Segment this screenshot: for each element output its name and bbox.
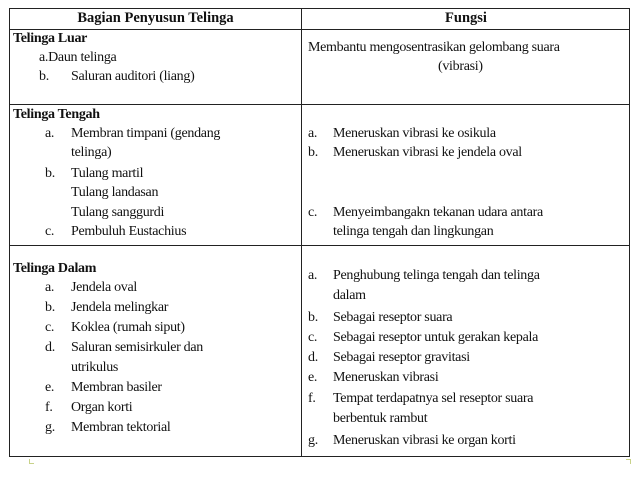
dalam-item-text: utrikulus — [71, 360, 119, 375]
row-divider-tengah — [10, 245, 629, 246]
dalam-fungsi-item-text: Sebagai reseptor untuk gerakan kepala — [333, 330, 539, 345]
luar-item-b-marker: b. — [39, 69, 49, 84]
dalam-item-marker: e. — [45, 380, 55, 395]
tengah-item-text: Pembuluh Eustachius — [71, 224, 187, 239]
header-col1: Bagian Penyusun Telinga — [77, 10, 234, 26]
tengah-item-text: telinga) — [71, 145, 112, 160]
dalam-fungsi-item-text: Meneruskan vibrasi — [333, 370, 439, 385]
luar-item-a: a.Daun telinga — [39, 50, 117, 65]
luar-fungsi-line1: Membantu mengosentrasikan gelombang suara — [308, 40, 560, 55]
tengah-item-text: Membran timpani (gendang — [71, 126, 221, 141]
dalam-item-marker: g. — [45, 420, 55, 435]
tengah-item-marker: c. — [45, 224, 55, 239]
row-divider-luar — [10, 104, 629, 105]
dalam-item-text: Membran basiler — [71, 380, 162, 395]
tengah-fungsi-item-marker: b. — [308, 145, 318, 160]
dalam-fungsi-item-marker: f. — [308, 391, 316, 406]
dalam-item-marker: d. — [45, 340, 55, 355]
dalam-fungsi-item-marker: g. — [308, 433, 318, 448]
dalam-item-text: Jendela melingkar — [71, 300, 169, 315]
dalam-item-text: Organ korti — [71, 400, 133, 415]
dalam-fungsi-item-text: Sebagai reseptor gravitasi — [333, 350, 470, 365]
dalam-fungsi-item-marker: e. — [308, 370, 318, 385]
dalam-item-marker: a. — [45, 280, 55, 295]
dalam-title: Telinga Dalam — [13, 261, 97, 276]
dalam-fungsi-item-text: Sebagai reseptor suara — [333, 310, 453, 325]
luar-title: Telinga Luar — [13, 31, 88, 46]
tengah-item-text: Tulang martil — [71, 166, 144, 181]
dalam-item-text: Saluran semisirkuler dan — [71, 340, 203, 355]
column-divider — [301, 9, 302, 456]
tengah-fungsi-item-text: Meneruskan vibrasi ke jendela oval — [333, 145, 522, 160]
dalam-item-text: Membran tektorial — [71, 420, 171, 435]
dalam-item-text: Koklea (rumah siput) — [71, 320, 185, 335]
tengah-title: Telinga Tengah — [13, 107, 100, 122]
dalam-fungsi-item-text: dalam — [333, 288, 366, 303]
tengah-fungsi-item-marker: a. — [308, 126, 318, 141]
tengah-fungsi-item-marker: c. — [308, 205, 318, 220]
dalam-item-marker: c. — [45, 320, 55, 335]
dalam-fungsi-item-text: Penghubung telinga tengah dan telinga — [333, 268, 540, 283]
dalam-item-marker: b. — [45, 300, 55, 315]
tengah-item-marker: b. — [45, 166, 55, 181]
dalam-fungsi-item-text: Meneruskan vibrasi ke organ korti — [333, 433, 516, 448]
tengah-fungsi-item-text: Menyeimbangakn tekanan udara antara — [333, 205, 543, 220]
header-col2: Fungsi — [445, 10, 487, 26]
dalam-item-marker: f. — [45, 400, 53, 415]
corner-mark-left — [29, 459, 34, 464]
luar-fungsi-line2: (vibrasi) — [438, 59, 483, 74]
tengah-fungsi-item-text: Meneruskan vibrasi ke osikula — [333, 126, 496, 141]
corner-mark-right — [626, 459, 631, 464]
dalam-fungsi-item-marker: a. — [308, 268, 318, 283]
dalam-fungsi-item-text: Tempat terdapatnya sel reseptor suara — [333, 391, 534, 406]
header-divider — [10, 29, 629, 30]
tengah-fungsi-item-text: telinga tengah dan lingkungan — [333, 224, 494, 239]
tengah-item-marker: a. — [45, 126, 55, 141]
luar-item-b: Saluran auditori (liang) — [71, 69, 195, 84]
dalam-fungsi-item-text: berbentuk rambut — [333, 411, 428, 426]
ear-parts-table — [9, 8, 630, 457]
dalam-fungsi-item-marker: b. — [308, 310, 318, 325]
tengah-item-text: Tulang landasan — [71, 185, 159, 200]
tengah-item-text: Tulang sanggurdi — [71, 205, 165, 220]
dalam-item-text: Jendela oval — [71, 280, 137, 295]
dalam-fungsi-item-marker: c. — [308, 330, 318, 345]
dalam-fungsi-item-marker: d. — [308, 350, 318, 365]
